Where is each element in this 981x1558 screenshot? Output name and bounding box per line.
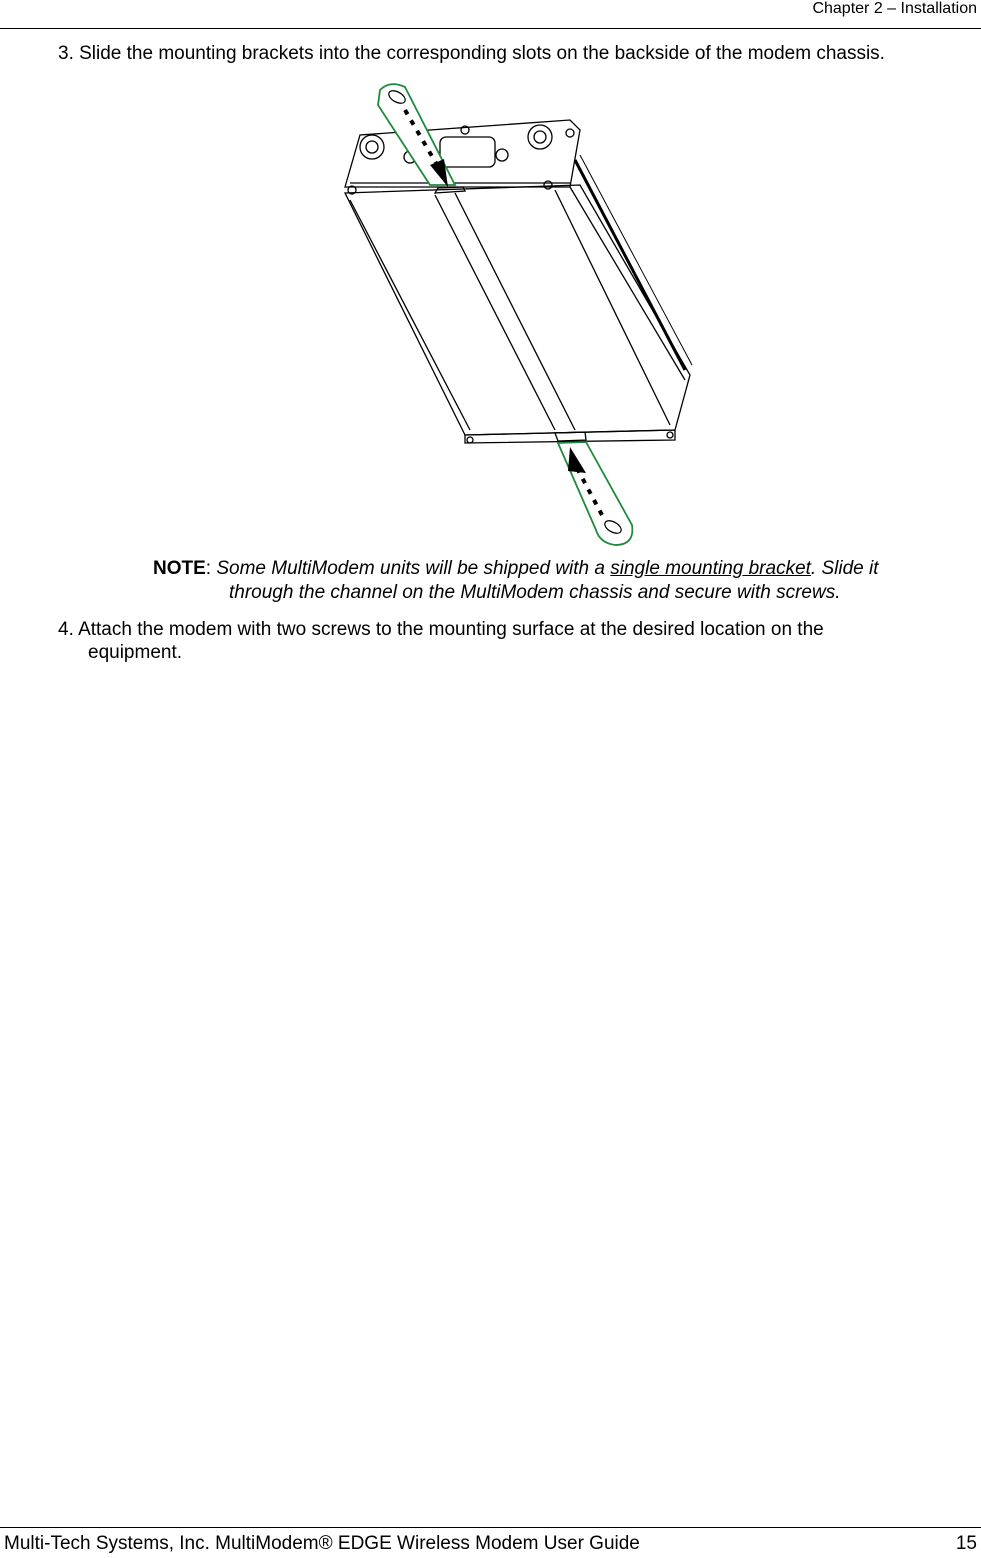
page-header bbox=[0, 0, 981, 29]
connector-left bbox=[360, 135, 384, 159]
note-label: NOTE bbox=[153, 558, 206, 579]
connector-right bbox=[528, 125, 552, 149]
note-separator: : bbox=[205, 558, 217, 579]
note-block bbox=[153, 557, 963, 605]
single-mounting-bracket-link[interactable]: single mounting bracket bbox=[610, 558, 811, 579]
step-4-text bbox=[58, 618, 938, 664]
note-text-before: Some MultiModem units will be shipped with a bbox=[216, 558, 611, 579]
footer-title: Multi-Tech Systems, Inc. MultiModem® EDGE Wireless Modem User Guide bbox=[4, 1533, 640, 1554]
note-text-after: . Slide it bbox=[810, 558, 879, 579]
modem-diagram bbox=[330, 75, 710, 555]
step-3-text: 3. Slide the mounting brackets into the corresponding slots on the backside of the modem chassis. bbox=[58, 43, 885, 64]
page-number: 15 bbox=[955, 1533, 977, 1554]
note-line-1 bbox=[153, 557, 963, 581]
page-footer bbox=[0, 1527, 981, 1558]
note-line-2: through the channel on the MultiModem chassis and secure with screws. bbox=[229, 582, 841, 603]
modem-chassis bbox=[345, 185, 690, 435]
step-4-line-2: equipment. bbox=[88, 642, 183, 663]
chapter-title: Chapter 2 – Installation bbox=[812, 0, 977, 17]
modem-end-panel bbox=[345, 120, 580, 187]
modem-bracket-illustration bbox=[330, 75, 710, 555]
step-4-line-1: 4. Attach the modem with two screws to the mounting surface at the desired location on the bbox=[58, 619, 824, 640]
serial-port bbox=[440, 137, 495, 167]
